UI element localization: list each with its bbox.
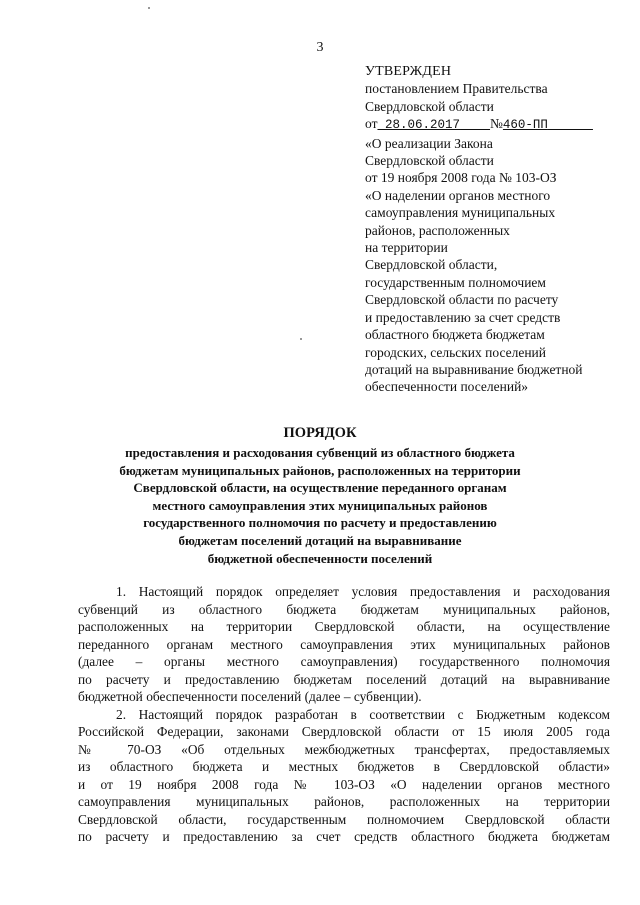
approval-title: УТВЕРЖДЕН [365, 64, 452, 79]
law-line: дотаций на выравнивание бюджетной [365, 361, 583, 377]
paragraph-line: Российской Федерации, законами Свердловской области от 15 июля 2005 года [78, 724, 610, 739]
law-line: «О наделении органов местного [365, 187, 551, 203]
law-line: «О реализации Закона [365, 135, 493, 151]
paragraph-line: (далее – органы местного самоуправления) государственного полномочия [78, 654, 610, 669]
approval-block [365, 63, 625, 396]
law-line: самоуправления муниципальных [365, 205, 556, 221]
approval-line: Свердловской области [365, 98, 494, 114]
scan-speck [300, 338, 302, 340]
law-line: на территории [365, 240, 448, 256]
paragraph-line: № 70-ОЗ «Об отдельных межбюджетных трансфертах, предоставляемых [78, 741, 610, 757]
law-line: государственным полномочием [365, 274, 546, 290]
order-subtitle-line: бюджетам поселений дотаций на выравнивание [178, 532, 462, 548]
order-subtitle-line: местного самоуправления этих муниципальных районов [152, 497, 488, 513]
order-subtitle-line: Свердловской области, на осуществление переданного органам [133, 480, 507, 496]
approval-line: постановлением Правительства [365, 81, 548, 97]
paragraph-1 [78, 583, 610, 706]
law-line: областного бюджета бюджетам [365, 327, 545, 343]
paragraph-line: Свердловской области, государственным полномочием Свердловской области [78, 811, 610, 827]
paragraph-line: 2. Настоящий порядок разработан в соответствии с Бюджетным кодексом [116, 706, 610, 722]
paragraph-line: по расчету и предоставлению бюджетам поселений дотаций на выравнивание [78, 671, 610, 687]
paragraph-line: 1. Настоящий порядок определяет условия предоставления и расходования [116, 584, 610, 599]
paragraph-line: бюджетной обеспеченности поселений (далее – субвенции). [78, 689, 422, 704]
paragraph-line: расположенных на территории Свердловской области, на осуществление [78, 619, 610, 634]
order-subtitle-line: бюджетной обеспеченности поселений [207, 550, 433, 566]
order-subtitle-line: государственного полномочия по расчету и предоставлению [143, 515, 497, 531]
order-subtitle [60, 444, 580, 567]
paragraph-line: по расчету и предоставлению за счет средств областного бюджета бюджетам [78, 829, 610, 844]
page-number: 3 [316, 40, 324, 55]
body-text [78, 583, 610, 846]
law-line: Свердловской области, [365, 257, 498, 273]
order-subtitle-line: предоставления и расходования субвенций из областного бюджета [125, 445, 515, 460]
paragraph-line: и от 19 ноября 2008 года № 103-ОЗ «О наделении органов местного [78, 776, 610, 792]
law-line: Свердловской области [365, 153, 494, 169]
paragraph-line: субвенций из областного бюджета бюджетам муниципальных районов, [78, 601, 610, 617]
decree-prefix: от [365, 116, 378, 132]
law-line: городских, сельских поселений [365, 344, 547, 360]
law-line: и предоставлению за счет средств [365, 309, 561, 325]
law-line: районов, расположенных [365, 222, 510, 238]
scan-speck [148, 7, 150, 9]
paragraph-line: из областного бюджета и местных бюджетов в Свердловской области» [78, 759, 610, 774]
law-line: от 19 ноября 2008 года № 103-ОЗ [365, 170, 557, 186]
law-line: обеспеченности поселений» [365, 379, 529, 395]
decree-line [365, 115, 625, 134]
paragraph-line: переданного органам местного самоуправления этих муниципальных районов [78, 636, 610, 652]
decree-date: 28.06.2017 [385, 118, 461, 133]
order-title: ПОРЯДОК [283, 425, 357, 441]
law-line: Свердловской области по расчету [365, 292, 559, 308]
paragraph-2 [78, 706, 610, 846]
order-subtitle-line: бюджетам муниципальных районов, расположенных на территории [119, 462, 521, 478]
paragraph-line: самоуправления муниципальных районов, расположенных на территории [78, 794, 610, 809]
decree-number-prefix: № [490, 116, 503, 132]
decree-number: 460-ПП [502, 118, 548, 133]
